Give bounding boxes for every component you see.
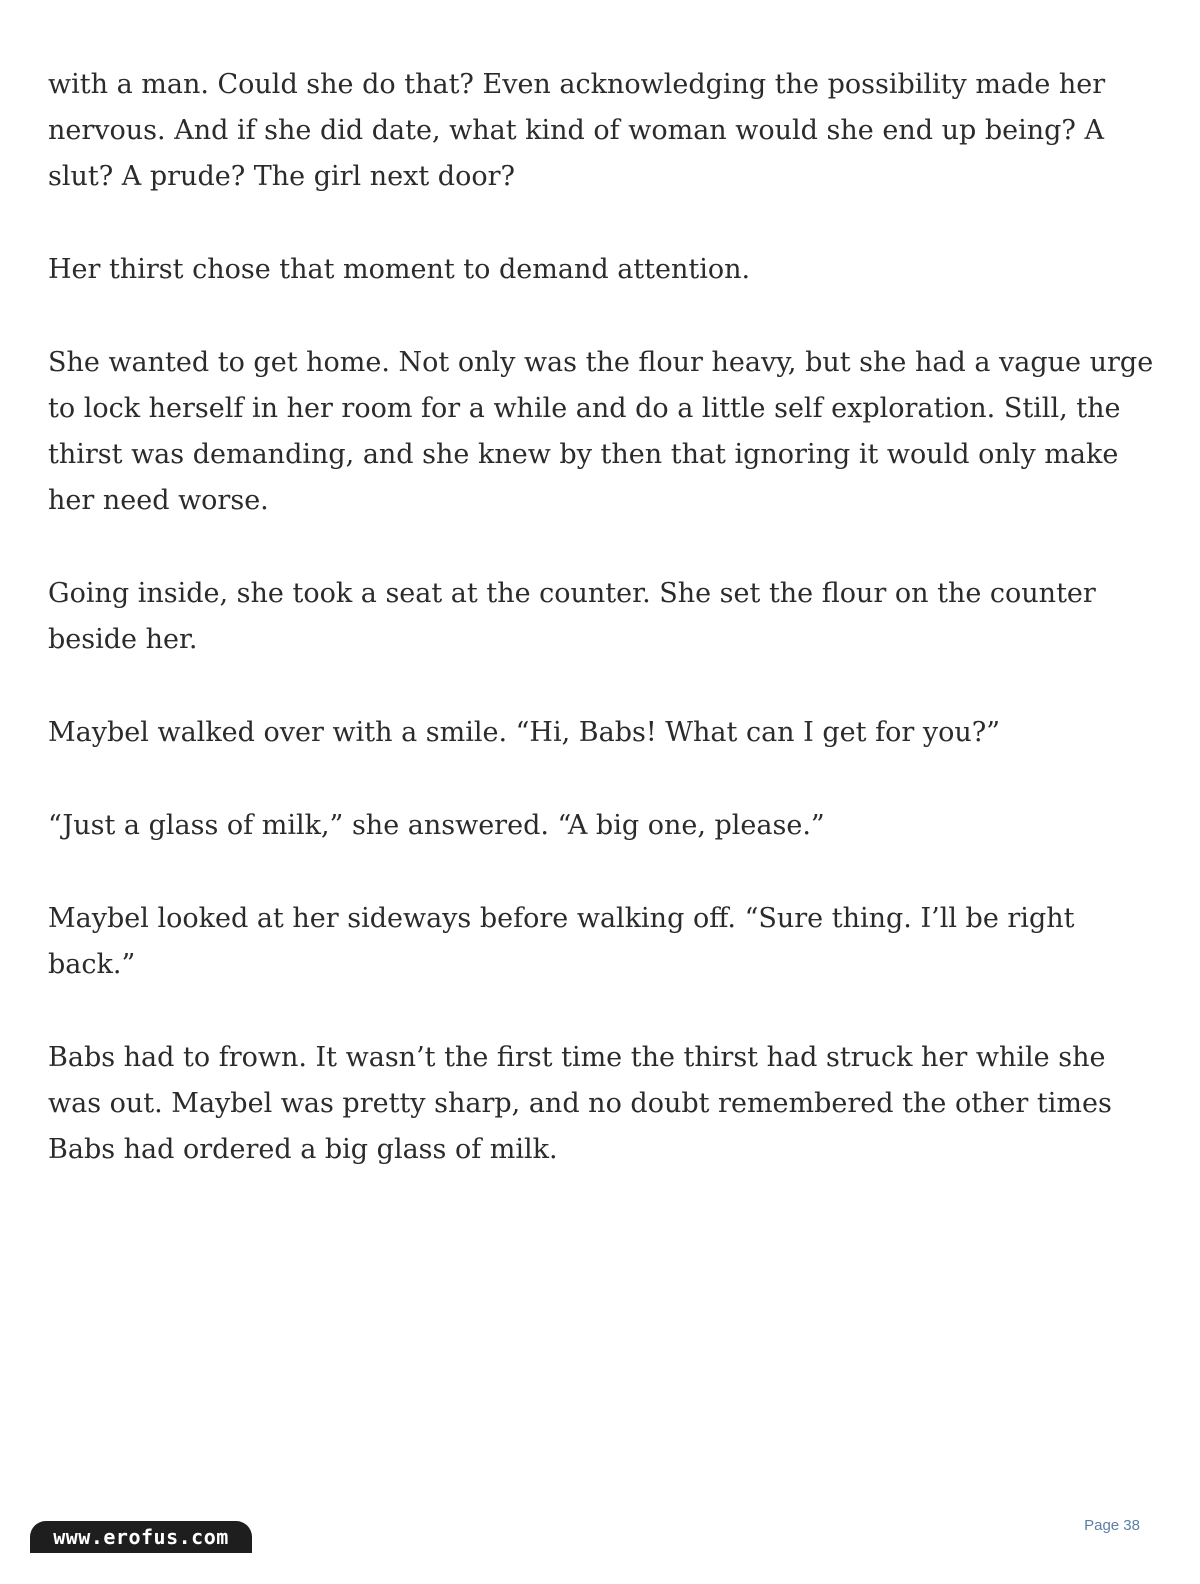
paragraph: Maybel walked over with a smile. “Hi, Babs! What can I get for you?” xyxy=(48,717,1001,748)
paragraph: Her thirst chose that moment to demand attention. xyxy=(48,254,751,285)
paragraph: “Just a glass of milk,” she answered. “A big one, please.” xyxy=(48,810,825,841)
body-text xyxy=(48,62,1158,1220)
paragraph: Babs had to frown. It wasn’t the first time the thirst had struck her while she was out. Maybel was pretty sharp, and no doubt remembered the other times Babs had ordered a big glass of milk. xyxy=(48,1042,1112,1165)
page-number: Page 38 xyxy=(1084,1517,1140,1534)
paragraph: Maybel looked at her sideways before walking off. “Sure thing. I’ll be right back.” xyxy=(48,903,1075,980)
site-watermark xyxy=(30,1521,252,1553)
paragraph: She wanted to get home. Not only was the flour heavy, but she had a vague urge to lock herself in her room for a while and do a little self exploration. Still, the thirst was demanding, and she knew by then that ignoring it would only make her need worse. xyxy=(48,347,1154,516)
watermark-text: www.erofus.com xyxy=(53,1525,229,1549)
paragraph: Going inside, she took a seat at the counter. She set the flour on the counter beside her. xyxy=(48,578,1096,655)
paragraph: with a man. Could she do that? Even acknowledging the possibility made her nervous. And if she did date, what kind of woman would she end up being? A slut? A prude? The girl next door? xyxy=(48,69,1106,192)
